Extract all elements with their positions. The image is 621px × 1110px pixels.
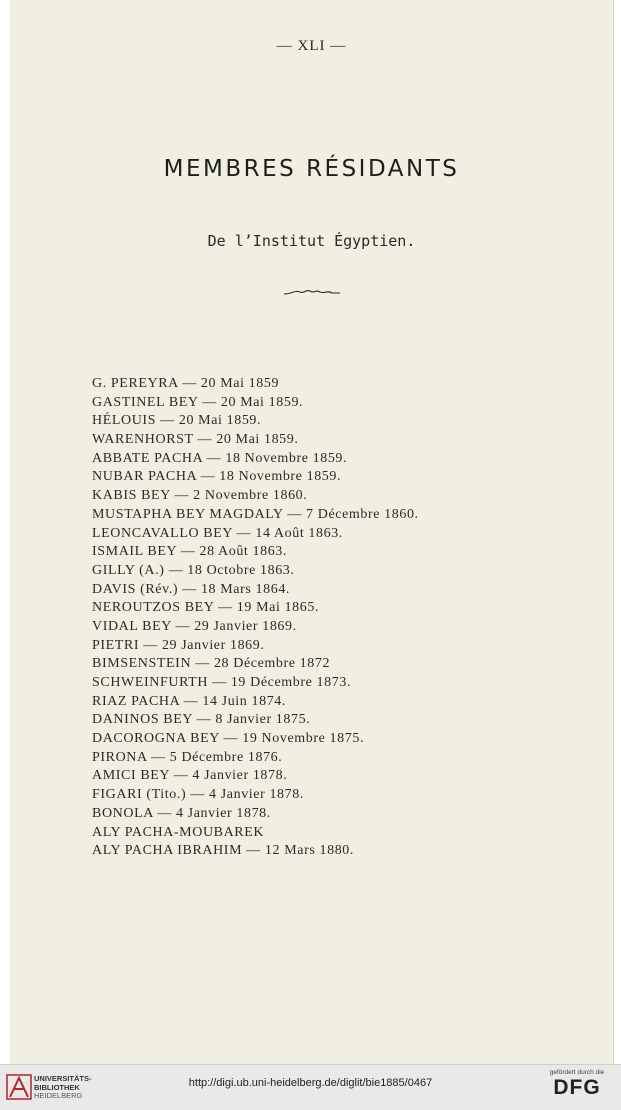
list-item: PIETRI — 29 Janvier 1869.	[92, 637, 265, 653]
permalink-link[interactable]: http://digi.ub.uni-heidelberg.de/diglit/bie1885/0467	[188, 1077, 433, 1089]
sponsor-label: gefördert durch die	[549, 1069, 605, 1076]
dfg-logo: DFG	[553, 1076, 601, 1099]
scanned-page	[10, 0, 614, 1064]
list-item: ALY PACHA-MOUBAREK	[92, 824, 265, 840]
list-item: LEONCAVALLO BEY — 14 Août 1863.	[92, 525, 343, 541]
list-item: GASTINEL BEY — 20 Mai 1859.	[92, 394, 304, 410]
library-line: UNIVERSITÄTS-	[34, 1074, 92, 1083]
list-item: GILLY (A.) — 18 Octobre 1863.	[92, 562, 295, 578]
library-line: BIBLIOTHEK	[34, 1082, 80, 1092]
list-item: HÉLOUIS — 20 Mai 1859.	[92, 413, 262, 429]
list-item: FIGARI (Tito.) — 4 Janvier 1878.	[92, 787, 304, 803]
list-item: KABIS BEY — 2 Novembre 1860.	[92, 488, 308, 504]
list-item: MUSTAPHA BEY MAGDALY — 7 Décembre 1860.	[92, 506, 419, 522]
list-item: DAVIS (Rév.) — 18 Mars 1864.	[92, 581, 291, 597]
sponsor-block	[541, 1069, 613, 1100]
list-item: NUBAR PACHA — 18 Novembre 1859.	[92, 469, 342, 485]
list-item: VIDAL BEY — 29 Janvier 1869.	[92, 618, 297, 634]
list-item: ISMAIL BEY — 28 Août 1863.	[92, 544, 288, 560]
list-item: G. PEREYRA — 20 Mai 1859	[92, 376, 280, 391]
list-item: RIAZ PACHA — 14 Juin 1874.	[92, 693, 286, 709]
list-item: PIRONA — 5 Décembre 1876.	[92, 749, 283, 765]
list-item: DACOROGNA BEY — 19 Novembre 1875.	[92, 731, 365, 747]
list-item: AMICI BEY — 4 Janvier 1878.	[92, 768, 288, 784]
list-item: ALY PACHA IBRAHIM — 12 Mars 1880.	[92, 843, 354, 859]
list-item: NEROUTZOS BEY — 19 Mai 1865.	[92, 600, 320, 616]
list-item: DANINOS BEY — 8 Janvier 1875.	[92, 712, 311, 728]
ornament-divider-icon	[282, 285, 342, 301]
library-line: HEIDELBERG	[34, 1091, 83, 1100]
viewer-footer	[0, 1064, 621, 1110]
page-title: MEMBRES RÉSIDANTS	[163, 156, 460, 182]
list-item: SCHWEINFURTH — 19 Décembre 1873.	[92, 675, 352, 690]
page-subtitle: De l’Institut Égyptien.	[207, 232, 416, 250]
members-list	[92, 375, 562, 861]
list-item: BIMSENSTEIN — 28 Décembre 1872	[92, 656, 331, 672]
page-folio: — XLI —	[276, 38, 347, 54]
list-item: BONOLA — 4 Janvier 1878.	[92, 805, 271, 821]
list-item: WARENHORST — 20 Mai 1859.	[92, 432, 299, 448]
list-item: ABBATE PACHA — 18 Novembre 1859.	[92, 450, 348, 466]
